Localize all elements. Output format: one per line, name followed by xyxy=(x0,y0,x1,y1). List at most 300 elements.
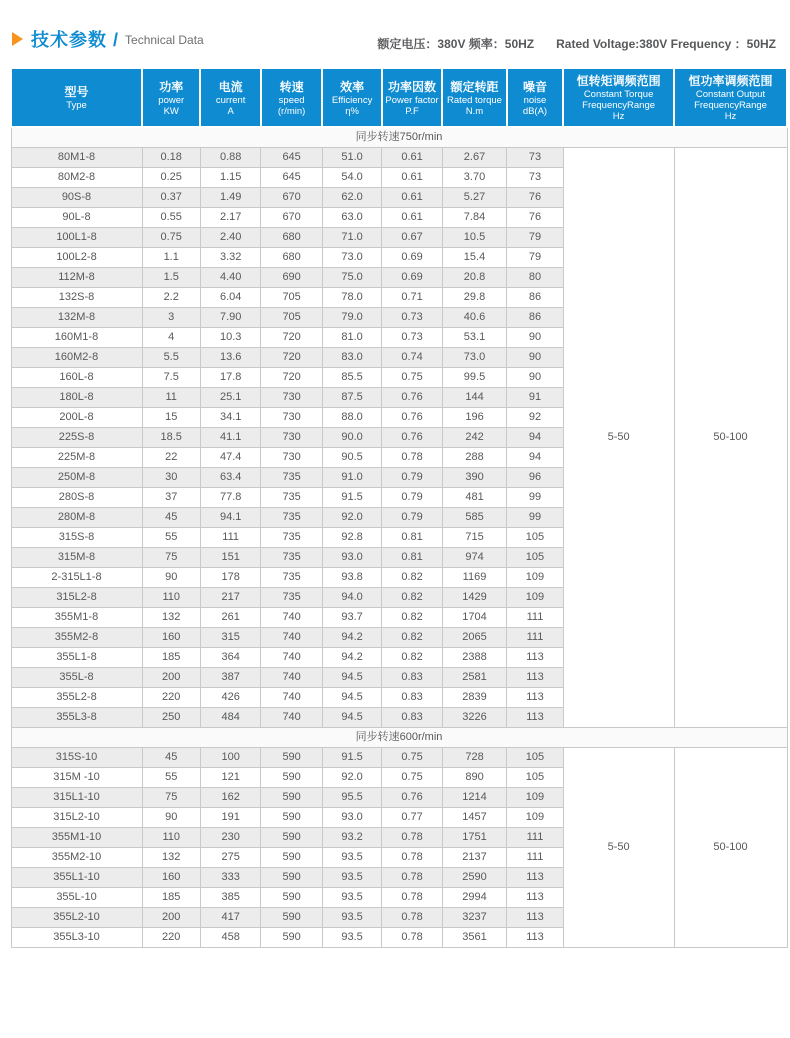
table-cell: 0.75 xyxy=(142,228,200,248)
table-cell: 7.84 xyxy=(442,208,506,228)
table-cell: 80M1-8 xyxy=(11,148,142,168)
table-cell: 730 xyxy=(261,388,322,408)
table-cell: 113 xyxy=(507,928,563,948)
table-cell: 590 xyxy=(261,868,322,888)
table-cell: 185 xyxy=(142,888,200,908)
table-cell: 590 xyxy=(261,848,322,868)
table-cell: 90 xyxy=(142,568,200,588)
table-cell: 0.76 xyxy=(382,408,442,428)
table-cell: 735 xyxy=(261,568,322,588)
table-cell: 71.0 xyxy=(322,228,381,248)
table-row xyxy=(11,748,787,768)
constant-torque-range-cell: 5-50 xyxy=(563,148,674,728)
table-cell: 1214 xyxy=(442,788,506,808)
table-cell: 645 xyxy=(261,168,322,188)
table-cell: 590 xyxy=(261,808,322,828)
section-row xyxy=(11,127,787,148)
table-row xyxy=(11,148,787,168)
table-cell: 0.78 xyxy=(382,848,442,868)
table-cell: 94.2 xyxy=(322,648,381,668)
table-cell: 315M-8 xyxy=(11,548,142,568)
table-cell: 390 xyxy=(442,468,506,488)
table-cell: 740 xyxy=(261,628,322,648)
table-cell: 76 xyxy=(507,188,563,208)
table-cell: 0.79 xyxy=(382,488,442,508)
table-cell: 740 xyxy=(261,608,322,628)
table-cell: 0.78 xyxy=(382,828,442,848)
table-cell: 242 xyxy=(442,428,506,448)
table-cell: 92.8 xyxy=(322,528,381,548)
table-cell: 191 xyxy=(200,808,260,828)
table-cell: 690 xyxy=(261,268,322,288)
table-cell: 109 xyxy=(507,588,563,608)
table-cell: 94 xyxy=(507,428,563,448)
table-cell: 105 xyxy=(507,748,563,768)
table-cell: 105 xyxy=(507,768,563,788)
table-cell: 735 xyxy=(261,528,322,548)
table-cell: 77.8 xyxy=(200,488,260,508)
table-cell: 93.8 xyxy=(322,568,381,588)
table-cell: 121 xyxy=(200,768,260,788)
table-cell: 590 xyxy=(261,828,322,848)
table-cell: 0.81 xyxy=(382,528,442,548)
table-cell: 0.76 xyxy=(382,788,442,808)
table-cell: 355L1-10 xyxy=(11,868,142,888)
column-header-constant-output-freq-range: 恒功率调频范围 Constant Output FrequencyRange Hz xyxy=(674,68,787,127)
table-cell: 86 xyxy=(507,308,563,328)
table-cell: 55 xyxy=(142,768,200,788)
table-cell: 63.4 xyxy=(200,468,260,488)
table-cell: 62.0 xyxy=(322,188,381,208)
table-cell: 315L2-10 xyxy=(11,808,142,828)
table-cell: 0.67 xyxy=(382,228,442,248)
table-cell: 96 xyxy=(507,468,563,488)
table-cell: 0.78 xyxy=(382,888,442,908)
table-cell: 590 xyxy=(261,888,322,908)
table-cell: 288 xyxy=(442,448,506,468)
table-cell: 481 xyxy=(442,488,506,508)
table-cell: 0.55 xyxy=(142,208,200,228)
column-header-constant-torque-freq-range: 恒转矩调频范围 Constant Torque FrequencyRange Hz xyxy=(563,68,674,127)
table-cell: 2137 xyxy=(442,848,506,868)
table-cell: 735 xyxy=(261,588,322,608)
column-header-current: 电流 current A xyxy=(200,68,260,127)
table-cell: 3 xyxy=(142,308,200,328)
table-cell: 200 xyxy=(142,668,200,688)
table-cell: 132M-8 xyxy=(11,308,142,328)
table-cell: 178 xyxy=(200,568,260,588)
constant-output-range-cell: 50-100 xyxy=(674,748,787,948)
table-cell: 0.69 xyxy=(382,248,442,268)
table-cell: 94.5 xyxy=(322,668,381,688)
table-cell: 2.2 xyxy=(142,288,200,308)
table-cell: 93.5 xyxy=(322,928,381,948)
table-cell: 92.0 xyxy=(322,768,381,788)
table-cell: 47.4 xyxy=(200,448,260,468)
table-cell: 590 xyxy=(261,748,322,768)
table-cell: 95.5 xyxy=(322,788,381,808)
table-cell: 1751 xyxy=(442,828,506,848)
table-cell: 3226 xyxy=(442,708,506,728)
table-cell: 355L-10 xyxy=(11,888,142,908)
table-cell: 0.73 xyxy=(382,328,442,348)
table-cell: 1.1 xyxy=(142,248,200,268)
column-header-speed: 转速 speed (r/min) xyxy=(261,68,322,127)
table-cell: 87.5 xyxy=(322,388,381,408)
table-cell: 590 xyxy=(261,928,322,948)
table-cell: 0.82 xyxy=(382,608,442,628)
table-cell: 355L3-10 xyxy=(11,928,142,948)
table-cell: 0.82 xyxy=(382,628,442,648)
table-cell: 45 xyxy=(142,508,200,528)
table-cell: 90S-8 xyxy=(11,188,142,208)
table-cell: 75.0 xyxy=(322,268,381,288)
table-cell: 111 xyxy=(507,828,563,848)
table-cell: 110 xyxy=(142,588,200,608)
table-cell: 105 xyxy=(507,528,563,548)
table-cell: 93.0 xyxy=(322,808,381,828)
table-cell: 200 xyxy=(142,908,200,928)
table-cell: 2.67 xyxy=(442,148,506,168)
table-cell: 13.6 xyxy=(200,348,260,368)
table-cell: 99 xyxy=(507,488,563,508)
table-cell: 680 xyxy=(261,248,322,268)
table-cell: 94.5 xyxy=(322,708,381,728)
table-cell: 735 xyxy=(261,508,322,528)
table-cell: 73.0 xyxy=(322,248,381,268)
section-row xyxy=(11,728,787,748)
table-cell: 225M-8 xyxy=(11,448,142,468)
table-cell: 29.8 xyxy=(442,288,506,308)
technical-data-table xyxy=(10,67,788,948)
table-cell: 705 xyxy=(261,308,322,328)
table-cell: 185 xyxy=(142,648,200,668)
table-cell: 2.17 xyxy=(200,208,260,228)
table-cell: 76 xyxy=(507,208,563,228)
table-cell: 0.78 xyxy=(382,868,442,888)
table-cell: 590 xyxy=(261,788,322,808)
table-cell: 220 xyxy=(142,688,200,708)
table-cell: 0.71 xyxy=(382,288,442,308)
table-cell: 4 xyxy=(142,328,200,348)
table-cell: 1704 xyxy=(442,608,506,628)
table-cell: 132 xyxy=(142,848,200,868)
table-cell: 0.82 xyxy=(382,648,442,668)
table-cell: 15 xyxy=(142,408,200,428)
table-cell: 230 xyxy=(200,828,260,848)
table-cell: 17.8 xyxy=(200,368,260,388)
table-cell: 94.0 xyxy=(322,588,381,608)
table-cell: 1.49 xyxy=(200,188,260,208)
table-cell: 0.18 xyxy=(142,148,200,168)
table-cell: 100 xyxy=(200,748,260,768)
table-cell: 3561 xyxy=(442,928,506,948)
table-cell: 160M2-8 xyxy=(11,348,142,368)
table-cell: 740 xyxy=(261,688,322,708)
table-cell: 160M1-8 xyxy=(11,328,142,348)
table-cell: 250M-8 xyxy=(11,468,142,488)
table-cell: 0.77 xyxy=(382,808,442,828)
table-cell: 0.25 xyxy=(142,168,200,188)
section-title: 同步转速750r/min xyxy=(11,127,787,148)
table-cell: 645 xyxy=(261,148,322,168)
table-cell: 20.8 xyxy=(442,268,506,288)
table-cell: 54.0 xyxy=(322,168,381,188)
table-cell: 112M-8 xyxy=(11,268,142,288)
table-cell: 0.76 xyxy=(382,388,442,408)
column-header-type: 型号 Type xyxy=(11,68,142,127)
table-cell: 90.0 xyxy=(322,428,381,448)
table-cell: 132S-8 xyxy=(11,288,142,308)
table-cell: 355M1-10 xyxy=(11,828,142,848)
table-cell: 715 xyxy=(442,528,506,548)
table-cell: 0.82 xyxy=(382,588,442,608)
table-cell: 0.78 xyxy=(382,448,442,468)
table-cell: 220 xyxy=(142,928,200,948)
table-cell: 740 xyxy=(261,648,322,668)
table-cell: 890 xyxy=(442,768,506,788)
table-cell: 99.5 xyxy=(442,368,506,388)
table-cell: 51.0 xyxy=(322,148,381,168)
table-cell: 355M2-10 xyxy=(11,848,142,868)
table-cell: 132 xyxy=(142,608,200,628)
table-cell: 0.82 xyxy=(382,568,442,588)
table-cell: 355M1-8 xyxy=(11,608,142,628)
table-cell: 355L-8 xyxy=(11,668,142,688)
table-cell: 0.69 xyxy=(382,268,442,288)
table-cell: 0.75 xyxy=(382,368,442,388)
table-cell: 93.5 xyxy=(322,908,381,928)
table-cell: 0.83 xyxy=(382,668,442,688)
table-cell: 0.88 xyxy=(200,148,260,168)
section-title: 同步转速600r/min xyxy=(11,728,787,748)
table-cell: 7.5 xyxy=(142,368,200,388)
table-cell: 1.5 xyxy=(142,268,200,288)
table-cell: 355L2-8 xyxy=(11,688,142,708)
table-cell: 735 xyxy=(261,468,322,488)
table-cell: 0.73 xyxy=(382,308,442,328)
table-cell: 92 xyxy=(507,408,563,428)
table-cell: 2.40 xyxy=(200,228,260,248)
table-cell: 111 xyxy=(507,608,563,628)
table-cell: 79 xyxy=(507,228,563,248)
table-cell: 3237 xyxy=(442,908,506,928)
table-cell: 7.90 xyxy=(200,308,260,328)
table-cell: 2388 xyxy=(442,648,506,668)
table-cell: 113 xyxy=(507,668,563,688)
table-cell: 93.5 xyxy=(322,868,381,888)
table-cell: 2839 xyxy=(442,688,506,708)
table-cell: 730 xyxy=(261,428,322,448)
table-cell: 90L-8 xyxy=(11,208,142,228)
table-cell: 720 xyxy=(261,348,322,368)
table-cell: 355L2-10 xyxy=(11,908,142,928)
table-cell: 81.0 xyxy=(322,328,381,348)
table-cell: 79 xyxy=(507,248,563,268)
table-cell: 94.5 xyxy=(322,688,381,708)
rating-info xyxy=(377,35,776,52)
table-cell: 315S-8 xyxy=(11,528,142,548)
table-cell: 45 xyxy=(142,748,200,768)
table-cell: 41.1 xyxy=(200,428,260,448)
table-cell: 1457 xyxy=(442,808,506,828)
table-cell: 73.0 xyxy=(442,348,506,368)
table-body xyxy=(11,127,787,948)
section-heading xyxy=(12,26,204,52)
table-cell: 73 xyxy=(507,148,563,168)
table-cell: 1429 xyxy=(442,588,506,608)
table-cell: 110 xyxy=(142,828,200,848)
table-cell: 0.81 xyxy=(382,548,442,568)
table-cell: 417 xyxy=(200,908,260,928)
table-cell: 75 xyxy=(142,788,200,808)
table-cell: 484 xyxy=(200,708,260,728)
table-cell: 585 xyxy=(442,508,506,528)
table-cell: 0.61 xyxy=(382,148,442,168)
column-header-rated-torque: 额定转距 Rated torque N.m xyxy=(442,68,506,127)
table-cell: 5.5 xyxy=(142,348,200,368)
table-cell: 225S-8 xyxy=(11,428,142,448)
table-cell: 109 xyxy=(507,568,563,588)
table-cell: 740 xyxy=(261,708,322,728)
table-cell: 144 xyxy=(442,388,506,408)
table-cell: 90 xyxy=(507,328,563,348)
table-cell: 0.75 xyxy=(382,768,442,788)
table-cell: 88.0 xyxy=(322,408,381,428)
table-cell: 333 xyxy=(200,868,260,888)
header-row xyxy=(11,68,787,127)
table-cell: 280M-8 xyxy=(11,508,142,528)
table-cell: 3.32 xyxy=(200,248,260,268)
table-cell: 34.1 xyxy=(200,408,260,428)
table-cell: 315L2-8 xyxy=(11,588,142,608)
table-cell: 0.78 xyxy=(382,908,442,928)
constant-output-range-cell: 50-100 xyxy=(674,148,787,728)
table-cell: 109 xyxy=(507,788,563,808)
table-cell: 90 xyxy=(142,808,200,828)
table-cell: 1169 xyxy=(442,568,506,588)
table-cell: 355L1-8 xyxy=(11,648,142,668)
table-cell: 5.27 xyxy=(442,188,506,208)
title-bar xyxy=(12,26,776,52)
table-cell: 670 xyxy=(261,208,322,228)
table-cell: 385 xyxy=(200,888,260,908)
table-cell: 2065 xyxy=(442,628,506,648)
table-cell: 180L-8 xyxy=(11,388,142,408)
table-cell: 2994 xyxy=(442,888,506,908)
table-cell: 730 xyxy=(261,448,322,468)
table-cell: 91.5 xyxy=(322,488,381,508)
table-cell: 6.04 xyxy=(200,288,260,308)
table-cell: 90 xyxy=(507,348,563,368)
table-cell: 91.5 xyxy=(322,748,381,768)
table-cell: 160L-8 xyxy=(11,368,142,388)
table-cell: 735 xyxy=(261,488,322,508)
table-cell: 196 xyxy=(442,408,506,428)
table-cell: 4.40 xyxy=(200,268,260,288)
table-cell: 100L2-8 xyxy=(11,248,142,268)
table-cell: 83.0 xyxy=(322,348,381,368)
table-cell: 315 xyxy=(200,628,260,648)
table-cell: 200L-8 xyxy=(11,408,142,428)
table-cell: 75 xyxy=(142,548,200,568)
table-cell: 0.37 xyxy=(142,188,200,208)
table-cell: 85.5 xyxy=(322,368,381,388)
table-cell: 217 xyxy=(200,588,260,608)
table-cell: 0.78 xyxy=(382,928,442,948)
table-cell: 15.4 xyxy=(442,248,506,268)
table-cell: 78.0 xyxy=(322,288,381,308)
table-cell: 22 xyxy=(142,448,200,468)
table-cell: 10.5 xyxy=(442,228,506,248)
table-cell: 111 xyxy=(200,528,260,548)
table-cell: 0.79 xyxy=(382,468,442,488)
table-cell: 94.1 xyxy=(200,508,260,528)
table-cell: 160 xyxy=(142,628,200,648)
table-cell: 0.79 xyxy=(382,508,442,528)
table-cell: 315M -10 xyxy=(11,768,142,788)
table-cell: 590 xyxy=(261,768,322,788)
table-cell: 275 xyxy=(200,848,260,868)
table-cell: 162 xyxy=(200,788,260,808)
table-cell: 705 xyxy=(261,288,322,308)
table-cell: 25.1 xyxy=(200,388,260,408)
table-cell: 113 xyxy=(507,708,563,728)
table-cell: 80M2-8 xyxy=(11,168,142,188)
table-cell: 735 xyxy=(261,548,322,568)
table-cell: 73 xyxy=(507,168,563,188)
table-cell: 113 xyxy=(507,888,563,908)
table-cell: 113 xyxy=(507,908,563,928)
table-cell: 0.83 xyxy=(382,688,442,708)
table-cell: 79.0 xyxy=(322,308,381,328)
table-cell: 92.0 xyxy=(322,508,381,528)
column-header-power: 功率 power KW xyxy=(142,68,200,127)
table-cell: 94.2 xyxy=(322,628,381,648)
table-cell: 37 xyxy=(142,488,200,508)
table-cell: 740 xyxy=(261,668,322,688)
column-header-power-factor: 功率因数 Power factor P.F xyxy=(382,68,442,127)
table-cell: 105 xyxy=(507,548,563,568)
table-cell: 86 xyxy=(507,288,563,308)
table-cell: 720 xyxy=(261,328,322,348)
table-cell: 1.15 xyxy=(200,168,260,188)
table-cell: 280S-8 xyxy=(11,488,142,508)
constant-torque-range-cell: 5-50 xyxy=(563,748,674,948)
table-cell: 80 xyxy=(507,268,563,288)
table-cell: 728 xyxy=(442,748,506,768)
table-cell: 91.0 xyxy=(322,468,381,488)
table-cell: 3.70 xyxy=(442,168,506,188)
table-cell: 18.5 xyxy=(142,428,200,448)
table-cell: 0.61 xyxy=(382,168,442,188)
table-cell: 670 xyxy=(261,188,322,208)
table-cell: 458 xyxy=(200,928,260,948)
table-cell: 99 xyxy=(507,508,563,528)
table-cell: 93.7 xyxy=(322,608,381,628)
table-cell: 53.1 xyxy=(442,328,506,348)
rating-info-cn: 额定电压：380V 频率：50HZ xyxy=(377,37,535,51)
column-header-noise: 噪音 noise dB(A) xyxy=(507,68,563,127)
table-cell: 974 xyxy=(442,548,506,568)
table-cell: 2590 xyxy=(442,868,506,888)
table-cell: 315L1-10 xyxy=(11,788,142,808)
table-cell: 720 xyxy=(261,368,322,388)
table-cell: 113 xyxy=(507,868,563,888)
rating-info-en: Rated Voltage:380V Frequency ：50HZ xyxy=(556,37,776,51)
table-cell: 0.61 xyxy=(382,188,442,208)
table-cell: 90 xyxy=(507,368,563,388)
